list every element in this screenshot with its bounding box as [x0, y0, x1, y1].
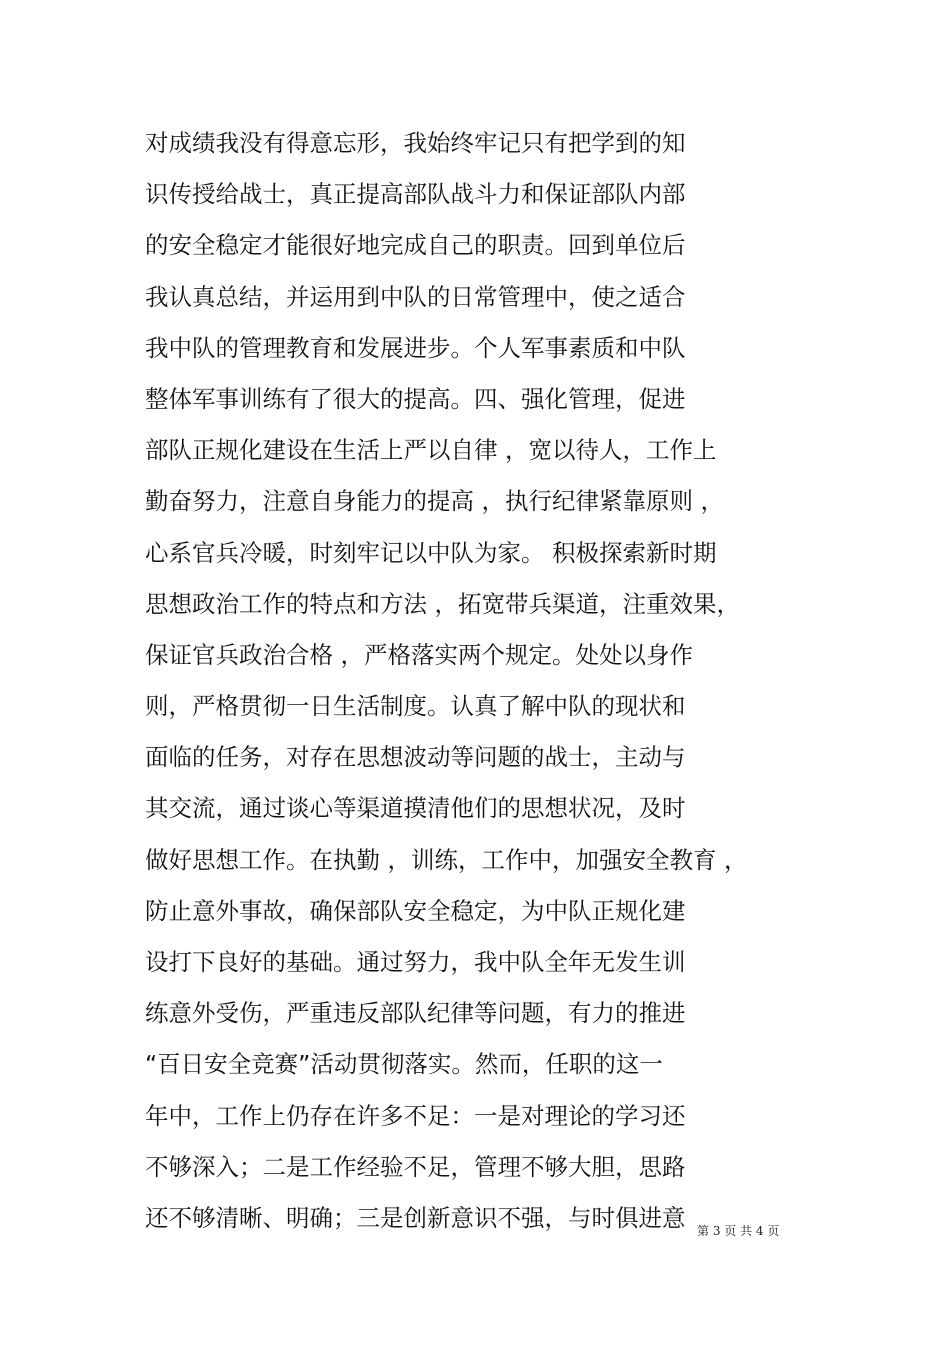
text-line: 设打下良好的基础。通过努力，我中队全年无发生训 [145, 948, 686, 976]
text-line: 勤奋努力，注意自身能力的提高 ，执行纪律紧靠原则 ， [145, 487, 724, 516]
text-line: 则，严格贯彻一日生活制度。认真了解中队的现状和 [145, 692, 686, 721]
page-number-footer: 第 3 页 共 4 页 [697, 1224, 780, 1238]
text-line: 整体军事训练有了很大的提高。四、强化管理，促进 [145, 384, 686, 413]
text-line: 对成绩我没有得意忘形，我始终牢记只有把学到的知 [145, 129, 686, 157]
text-line: 其交流，通过谈心等渠道摸清他们的思想状况，及时 [145, 794, 686, 823]
text-line: 不够深入；二是工作经验不足，管理不够大胆，思路 [145, 1152, 686, 1181]
text-line: “百日安全竞赛”活动贯彻落实。然而，任职的这一 [145, 1050, 663, 1079]
text-line: 保证官兵政治合格 ，严格落实两个规定。处处以身作 [145, 640, 693, 669]
text-line: 年中，工作上仍存在许多不足：一是对理论的学习还 [145, 1101, 686, 1130]
text-line: 的安全稳定才能很好地完成自己的职责。回到单位后 [145, 231, 686, 260]
text-line: 练意外受伤，严重违反部队纪律等问题，有力的推进 [145, 999, 686, 1028]
body-text [145, 118, 835, 1244]
text-line: 心系官兵冷暖，时刻牢记以中队为家。 积极探索新时期 [145, 538, 717, 567]
text-line: 做好思想工作。在执勤 ，训练，工作中，加强安全教育 ， [145, 845, 748, 874]
text-line: 思想政治工作的特点和方法 ，拓宽带兵渠道，注重效果， [145, 589, 740, 618]
text-line: 我中队的管理教育和发展进步。个人军事素质和中队 [145, 333, 686, 362]
text-line: 还不够清晰、明确；三是创新意识不强，与时俱进意 [145, 1203, 686, 1232]
text-line: 防止意外事故，确保部队安全稳定，为中队正规化建 [145, 896, 686, 925]
text-line: 识传授给战士，真正提高部队战斗力和保证部队内部 [145, 180, 686, 209]
text-line: 我认真总结，并运用到中队的日常管理中，使之适合 [145, 282, 686, 311]
text-line: 面临的任务，对存在思想波动等问题的战士，主动与 [145, 743, 686, 772]
text-line: 部队正规化建设在生活上严以自律 ，宽以待人，工作上 [145, 436, 717, 465]
